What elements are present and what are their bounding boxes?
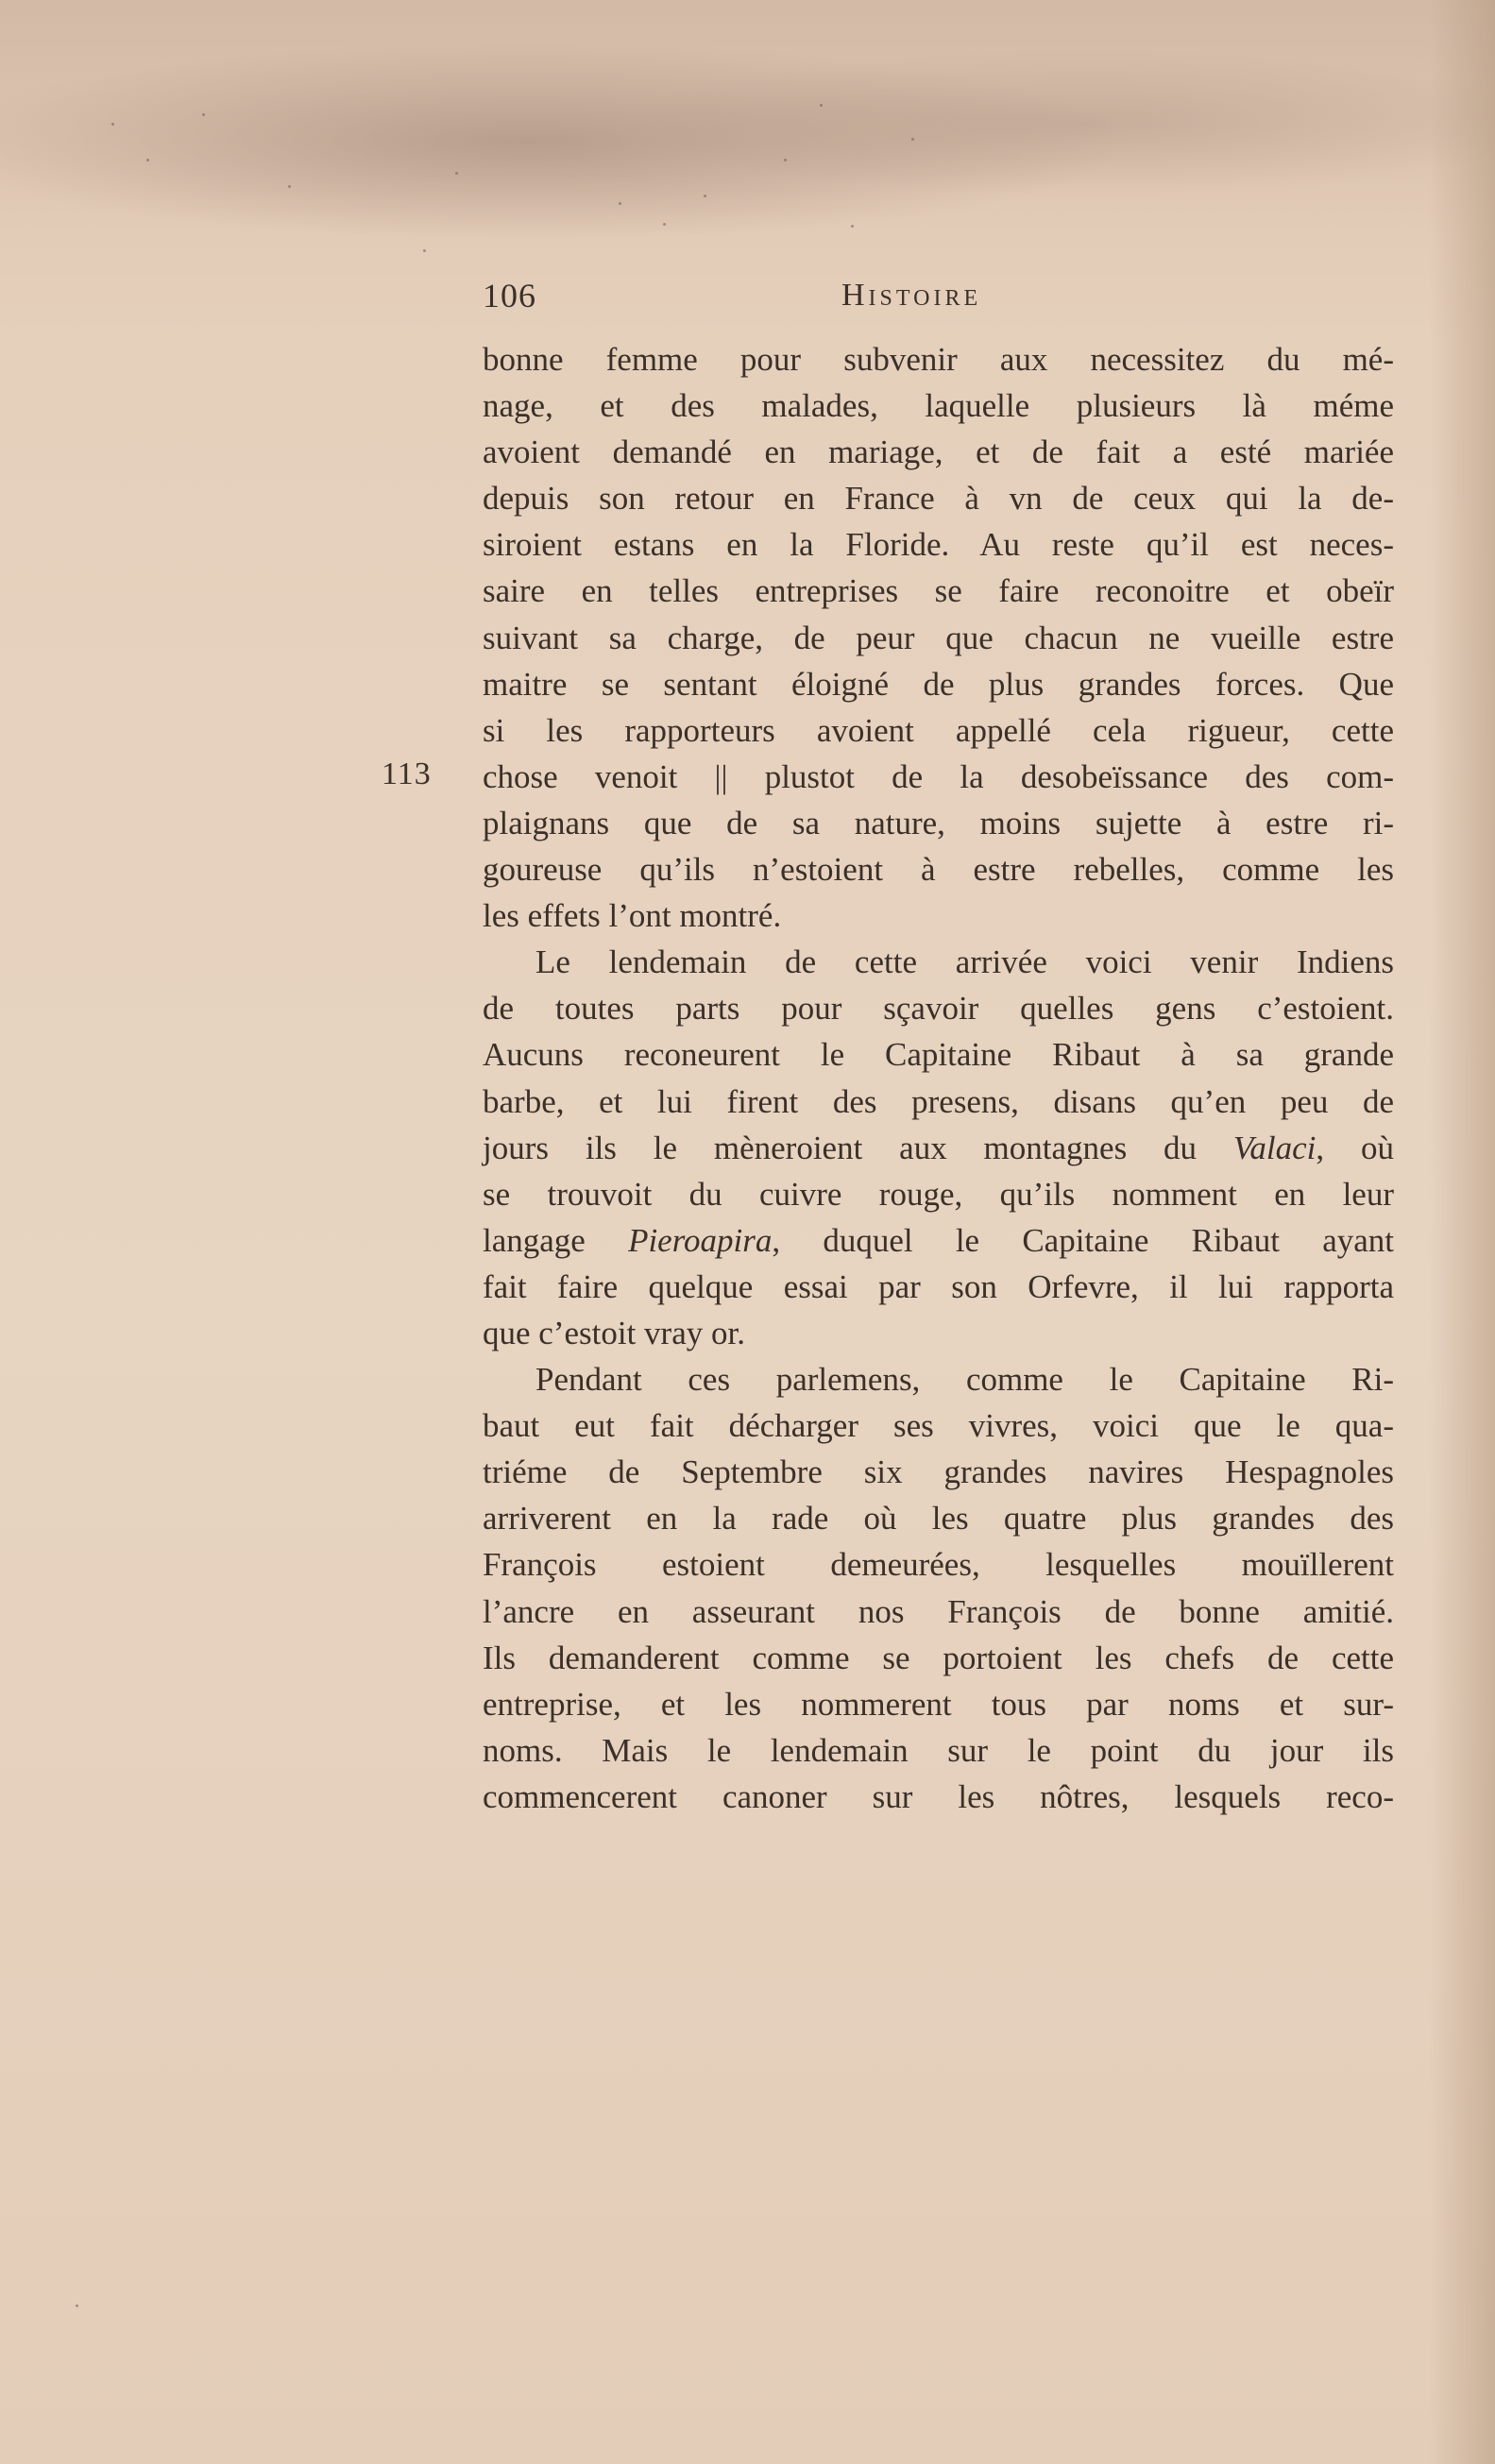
text-line: depuis son retour en France à vn de ceux qui la de- xyxy=(483,480,1394,518)
page-edge-shadow xyxy=(1429,0,1495,2464)
text-line: siroient estans en la Floride. Au reste qu’il est neces- xyxy=(483,526,1394,564)
body-text xyxy=(483,336,1394,1820)
text-line: Aucuns reconeurent le Capitaine Ribaut à sa grande xyxy=(483,1036,1394,1074)
text-line: de toutes parts pour sçavoir quelles gens c’estoient. xyxy=(483,990,1394,1028)
paper-speck xyxy=(911,138,914,141)
text-line: bonne femme pour subvenir aux necessitez du mé- xyxy=(483,341,1394,378)
text-line: plaignans que de sa nature, moins sujette à estre ri- xyxy=(483,804,1394,841)
paper-speck xyxy=(202,113,205,116)
paper-speck xyxy=(619,202,621,205)
text-line: François estoient demeurées, lesquelles mouïllerent xyxy=(483,1546,1394,1584)
running-head xyxy=(483,272,1389,319)
text-line: saire en telles entreprises se faire reconoitre et obeïr xyxy=(483,572,1394,610)
paper-speck xyxy=(146,159,149,161)
text-line: arriverent en la rade où les quatre plus grandes des xyxy=(483,1500,1394,1538)
text-line: triéme de Septembre six grandes navires Hespagnoles xyxy=(483,1453,1394,1491)
text-line: nage, et des malades, laquelle plusieurs là méme xyxy=(483,387,1394,425)
paragraph-start-line: Pendant ces parlemens, comme le Capitaine Ri- xyxy=(535,1361,1394,1399)
text-line: noms. Mais le lendemain sur le point du jour ils xyxy=(483,1731,1394,1769)
text-line: entreprise, et les nommerent tous par noms et sur- xyxy=(483,1685,1394,1723)
text-line: baut eut fait décharger ses vivres, voici que le qua- xyxy=(483,1407,1394,1445)
page-number: 106 xyxy=(483,277,536,314)
text-line: goureuse qu’ils n’estoient à estre rebelles, comme les xyxy=(483,851,1394,889)
paper-speck xyxy=(704,195,706,197)
line-text: , duquel le Capitaine Ribaut ayant xyxy=(772,1221,1395,1259)
paper-speck xyxy=(663,223,666,226)
line-text: jours ils le mèneroient aux montagnes du xyxy=(483,1129,1233,1166)
text-line: avoient demandé en mariage, et de fait a esté mariée xyxy=(483,433,1394,471)
paragraph-end-line: que c’estoit vray or. xyxy=(483,1314,745,1351)
paper-speck xyxy=(851,225,854,228)
text-line: commencerent canoner sur les nôtres, lesquels reco- xyxy=(483,1777,1394,1815)
paragraph-end-line: les effets l’ont montré. xyxy=(483,897,782,935)
place-name-valaci: Valaci xyxy=(1232,1129,1317,1166)
paragraph-start-line: Le lendemain de cette arrivée voici venir Indiens xyxy=(535,943,1394,981)
paper-speck xyxy=(820,104,823,107)
page-discoloration xyxy=(0,0,1495,236)
margin-page-marker: 113 xyxy=(382,756,432,791)
text-line: maitre se sentant éloigné de plus grandes forces. Que xyxy=(483,665,1394,703)
line-text: , où xyxy=(1316,1129,1395,1166)
paper-speck xyxy=(784,159,787,161)
text-line-with-italic xyxy=(483,1217,1394,1264)
text-line-with-italic xyxy=(483,1125,1394,1171)
paper-speck xyxy=(288,185,291,188)
text-line: chose venoit || plustot de la desobeïssance des com- xyxy=(483,757,1394,795)
text-line: Ils demanderent comme se portoient les chefs de cette xyxy=(483,1639,1394,1676)
line-text: langage xyxy=(483,1221,629,1259)
text-line: fait faire quelque essai par son Orfevre, il lui rapporta xyxy=(483,1267,1394,1305)
text-line: si les rapporteurs avoient appellé cela rigueur, cette xyxy=(483,711,1394,749)
running-title: Histoire xyxy=(841,278,982,313)
text-line: barbe, et lui firent des presens, disans qu’en peu de xyxy=(483,1082,1394,1120)
text-line: suivant sa charge, de peur que chacun ne vueille estre xyxy=(483,619,1394,656)
text-line: l’ancre en asseurant nos François de bonne amitié. xyxy=(483,1592,1394,1630)
paper-speck xyxy=(455,172,458,175)
paper-speck xyxy=(111,123,114,126)
text-line: se trouvoit du cuivre rouge, qu’ils nomment en leur xyxy=(483,1175,1394,1213)
term-pieroapira: Pieroapira xyxy=(628,1221,773,1259)
paper-speck xyxy=(423,249,426,252)
paper-speck xyxy=(76,2304,78,2307)
